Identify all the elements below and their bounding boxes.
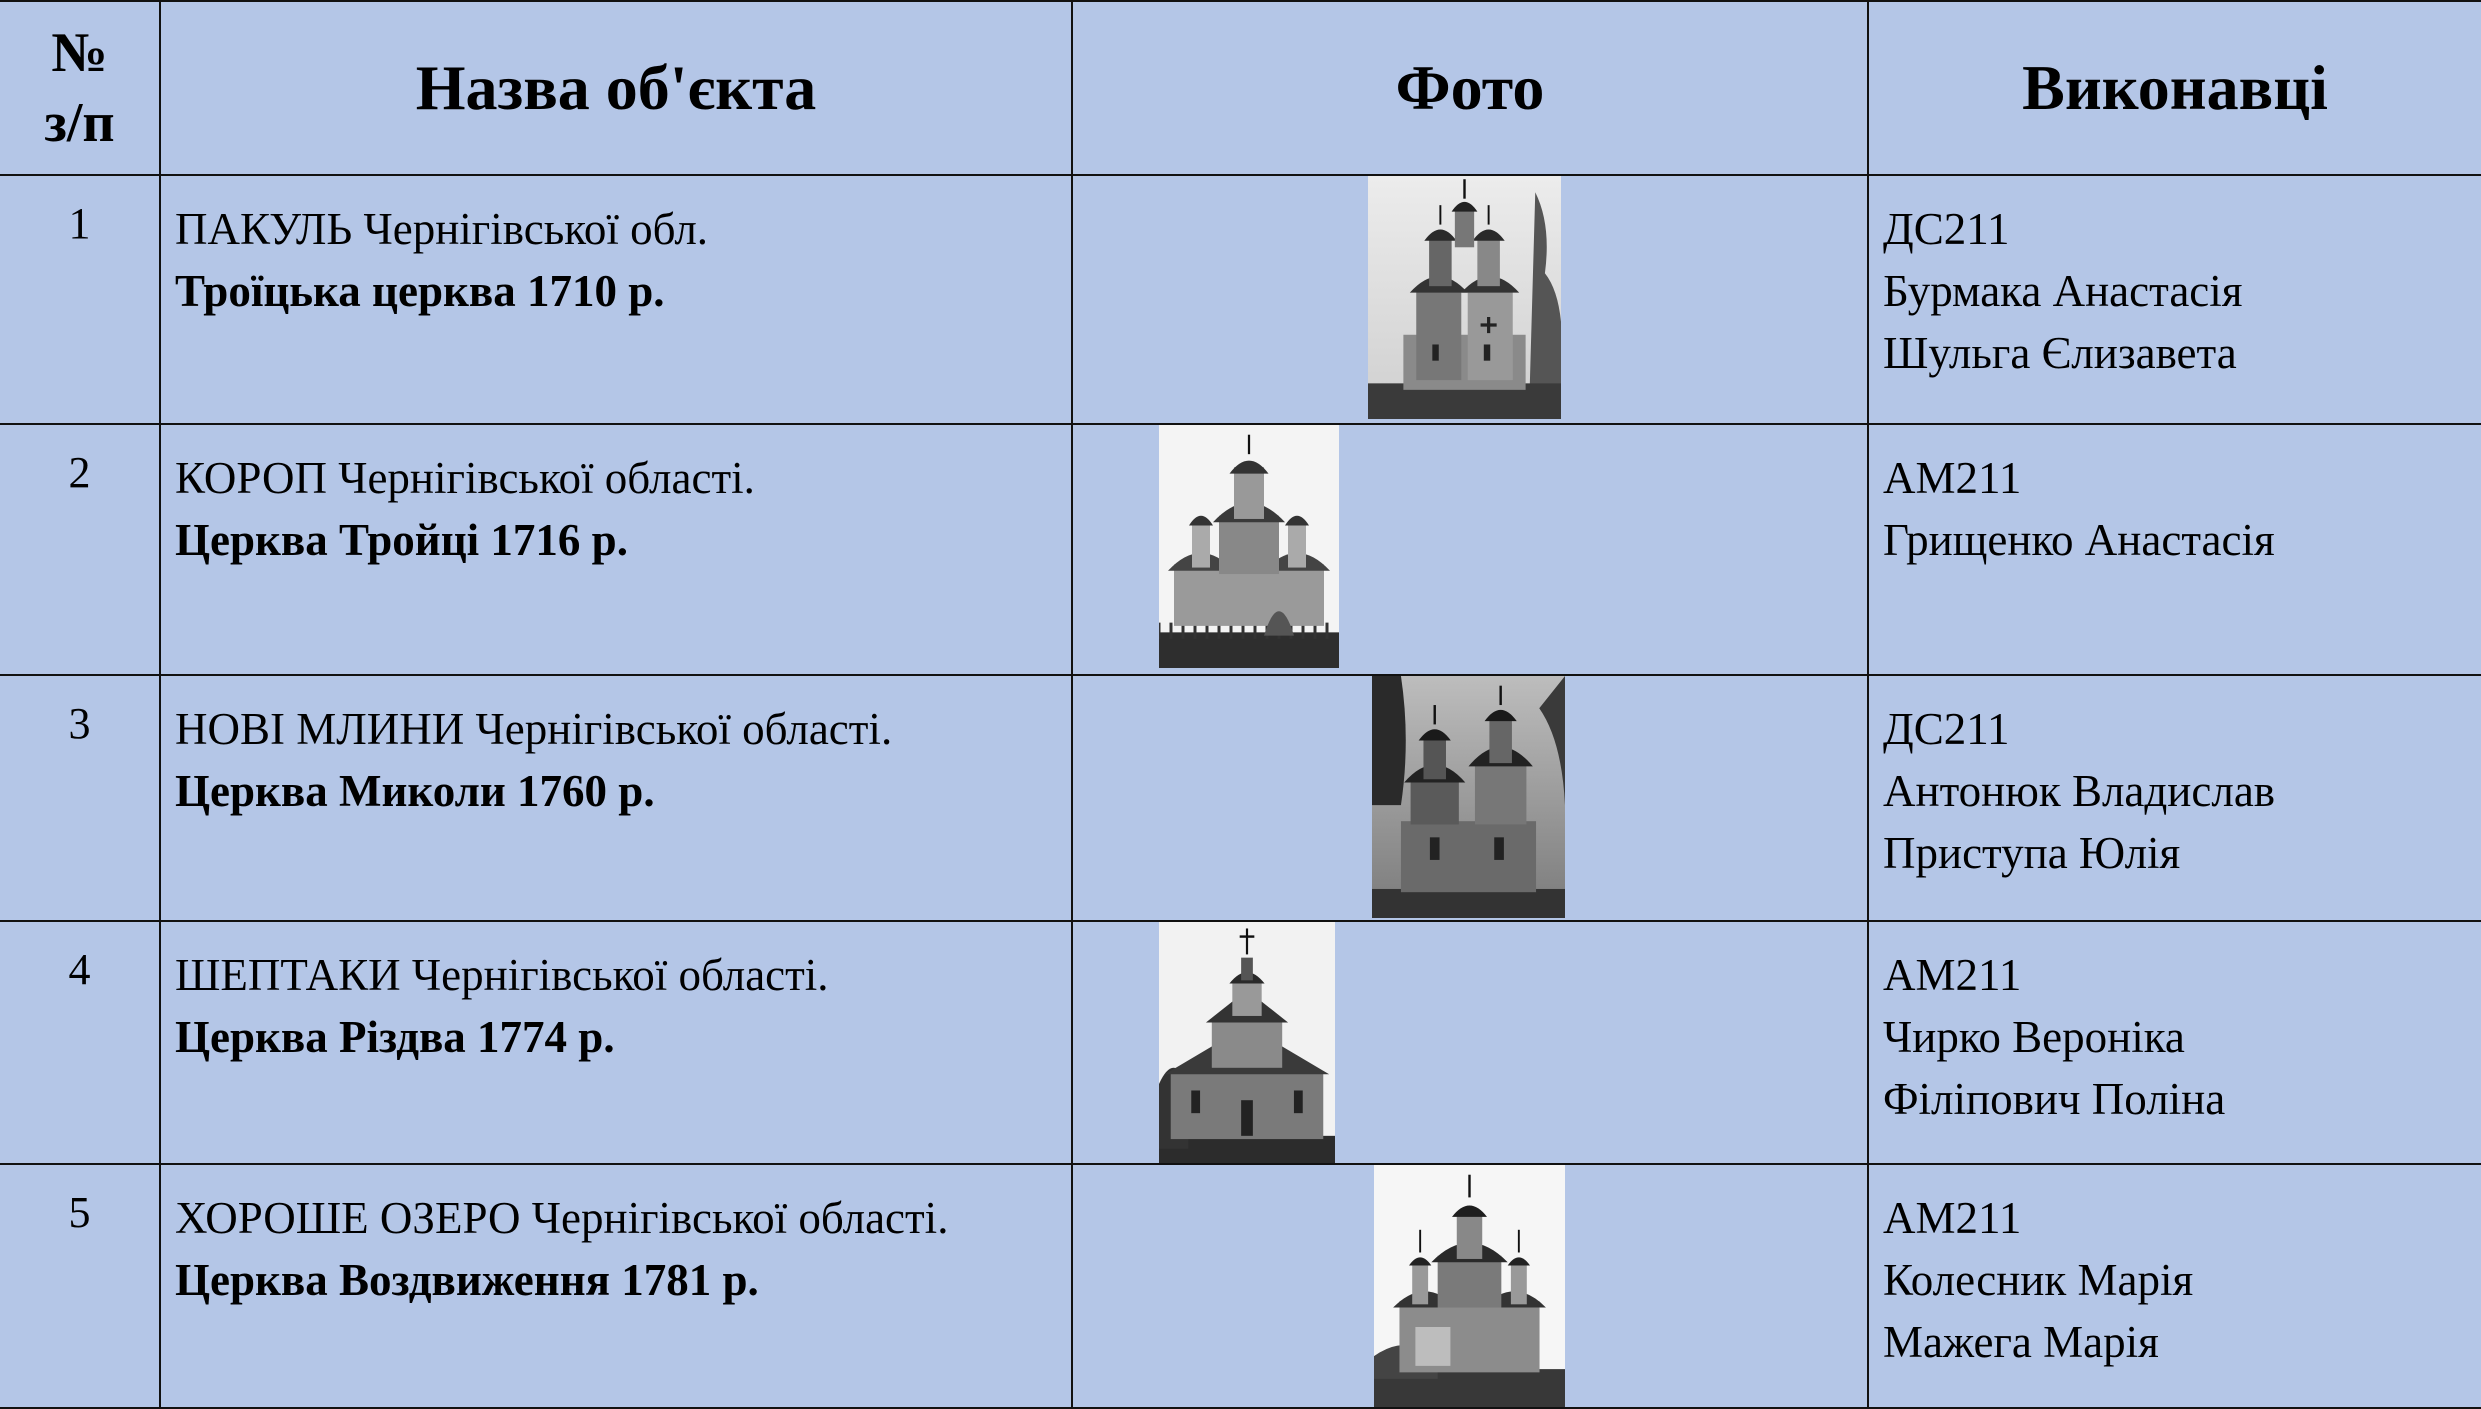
object-title: Церква Тройці 1716 р. bbox=[175, 515, 628, 565]
photo-cell bbox=[1072, 175, 1868, 424]
performers-cell bbox=[1868, 1164, 2481, 1408]
header-number-abbr: з/п bbox=[44, 92, 115, 154]
church-photo-icon bbox=[1159, 922, 1335, 1164]
row-number: 5 bbox=[0, 1164, 160, 1408]
church-photo-icon bbox=[1368, 176, 1561, 419]
row-number: 1 bbox=[0, 175, 160, 424]
performer-name: Антонюк Владислав bbox=[1883, 766, 2276, 816]
performer-name: Філіпович Поліна bbox=[1883, 1074, 2226, 1124]
group-code: АМ211 bbox=[1883, 950, 2022, 1000]
object-title: Церква Воздвиження 1781 р. bbox=[175, 1255, 759, 1305]
table-row bbox=[0, 424, 2481, 675]
header-performers: Виконавці bbox=[1868, 1, 2481, 175]
header-row bbox=[0, 1, 2481, 175]
performer-name: Чирко Вероніка bbox=[1883, 1012, 2185, 1062]
row-number: 4 bbox=[0, 921, 160, 1164]
photo-cell bbox=[1072, 675, 1868, 921]
object-place: КОРОП Чернігівської області. bbox=[175, 453, 755, 503]
performers-cell bbox=[1868, 424, 2481, 675]
photo-cell bbox=[1072, 1164, 1868, 1408]
group-code: ДС211 bbox=[1883, 704, 2010, 754]
object-title: Церква Миколи 1760 р. bbox=[175, 766, 655, 816]
header-object-name: Назва об'єкта bbox=[160, 1, 1072, 175]
performer-name: Приступа Юлія bbox=[1883, 828, 2181, 878]
group-code: АМ211 bbox=[1883, 453, 2022, 503]
header-number bbox=[0, 1, 160, 175]
object-place: ХОРОШЕ ОЗЕРО Чернігівської області. bbox=[175, 1193, 949, 1243]
performers-cell bbox=[1868, 175, 2481, 424]
photo-cell bbox=[1072, 424, 1868, 675]
performer-name: Шульга Єлизавета bbox=[1883, 328, 2237, 378]
object-name-cell bbox=[160, 921, 1072, 1164]
row-number: 3 bbox=[0, 675, 160, 921]
object-place: ШЕПТАКИ Чернігівської області. bbox=[175, 950, 829, 1000]
object-name-cell bbox=[160, 675, 1072, 921]
header-number-symbol: № bbox=[51, 22, 108, 84]
object-title: Троїцька церква 1710 р. bbox=[175, 266, 665, 316]
photo-cell bbox=[1072, 921, 1868, 1164]
group-code: ДС211 bbox=[1883, 204, 2010, 254]
table-row bbox=[0, 1164, 2481, 1408]
object-name-cell bbox=[160, 424, 1072, 675]
church-photo-icon bbox=[1159, 425, 1339, 668]
table-row bbox=[0, 921, 2481, 1164]
performer-name: Колесник Марія bbox=[1883, 1255, 2194, 1305]
row-number: 2 bbox=[0, 424, 160, 675]
table-row bbox=[0, 675, 2481, 921]
performers-cell bbox=[1868, 675, 2481, 921]
performer-name: Бурмака Анастасія bbox=[1883, 266, 2243, 316]
table-row bbox=[0, 175, 2481, 424]
group-code: АМ211 bbox=[1883, 1193, 2022, 1243]
object-place: НОВІ МЛИНИ Чернігівської області. bbox=[175, 704, 893, 754]
church-photo-icon bbox=[1372, 676, 1565, 918]
object-place: ПАКУЛЬ Чернігівської обл. bbox=[175, 204, 709, 254]
header-photo: Фото bbox=[1072, 1, 1868, 175]
church-photo-icon bbox=[1374, 1165, 1565, 1408]
performer-name: Мажега Марія bbox=[1883, 1317, 2159, 1367]
object-name-cell bbox=[160, 175, 1072, 424]
object-name-cell bbox=[160, 1164, 1072, 1408]
performer-name: Грищенко Анастасія bbox=[1883, 515, 2275, 565]
performers-cell bbox=[1868, 921, 2481, 1164]
object-title: Церква Різдва 1774 р. bbox=[175, 1012, 615, 1062]
